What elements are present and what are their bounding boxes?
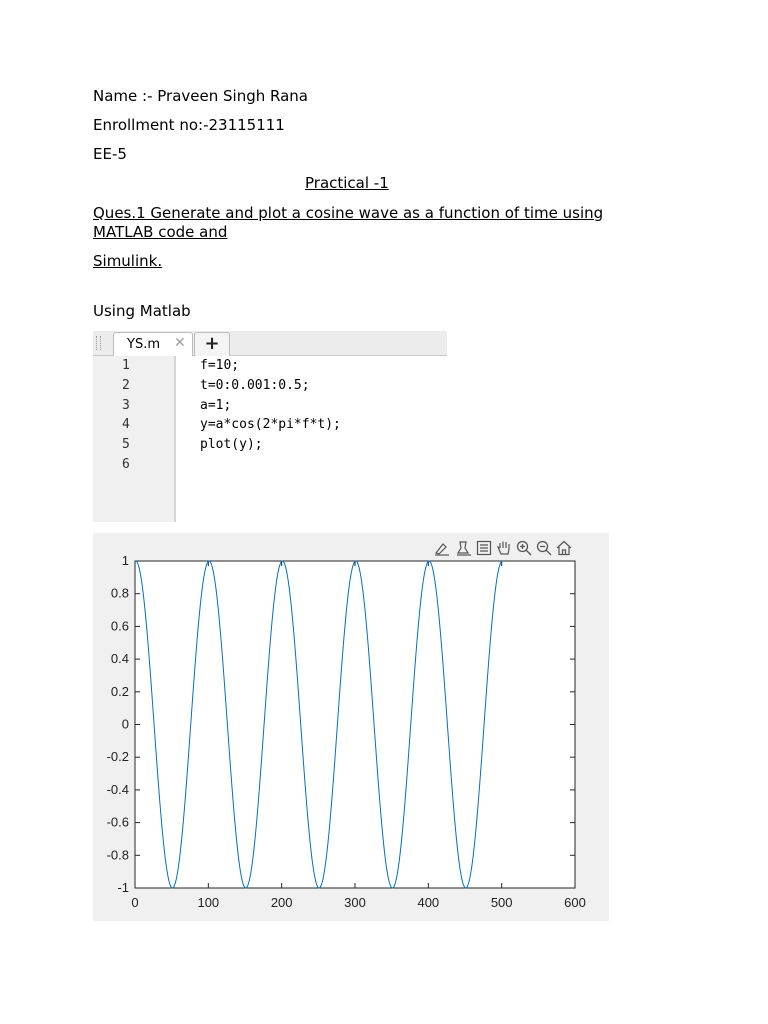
section-heading: Using Matlab [93,302,191,320]
y-tick-label: 1 [121,553,129,568]
line-number: 4 [122,417,130,432]
cosine-plot[interactable] [93,533,609,921]
line-number: 6 [122,457,130,472]
line-number: 2 [122,378,130,393]
line-number: 1 [122,358,130,373]
student-name: Name :- Praveen Singh Rana [93,87,308,105]
drag-handle-icon[interactable] [96,336,101,350]
class-label: EE-5 [93,145,127,163]
question-line-1: Ques.1 Generate and plot a cosine wave as a function of time using [93,204,604,222]
x-tick-label: 0 [131,895,139,910]
y-tick-label: -0.4 [106,781,129,797]
code-line[interactable]: f=10; [200,358,240,373]
close-icon[interactable]: ✕ [174,335,186,351]
y-tick-label: -0.8 [106,847,129,863]
code-line[interactable]: a=1; [200,398,232,413]
tab-label: YS.m [127,337,160,352]
y-tick-label: 0.2 [110,683,129,699]
figure-window [93,533,609,921]
y-tick-label: 0 [121,716,129,732]
x-tick-label: 500 [490,895,513,910]
code-line[interactable]: t=0:0.001:0.5; [200,378,310,393]
x-tick-label: 300 [344,895,366,910]
y-tick-label: 0.6 [110,618,129,634]
y-tick-label: -1 [117,880,129,895]
y-tick-label: 0.8 [110,585,129,601]
new-tab-button[interactable]: + [194,332,230,356]
question-line-3: Simulink. [93,252,163,270]
question-line-2: MATLAB code and [93,223,228,241]
x-tick-label: 400 [417,895,440,910]
y-tick-label: 0.4 [110,651,129,667]
axes-box [135,561,575,888]
line-number: 3 [122,398,130,413]
x-tick-label: 600 [564,895,586,910]
x-tick-label: 200 [270,895,293,910]
x-tick-label: 100 [197,895,220,910]
line-number-gutter [93,356,176,522]
line-number: 5 [122,437,130,452]
code-line[interactable]: plot(y); [200,437,263,452]
editor-tab-bar [93,331,447,356]
enrollment-number: Enrollment no:-23115111 [93,116,285,134]
code-editor [93,331,447,522]
practical-title: Practical -1 [305,174,389,192]
code-line[interactable]: y=a*cos(2*pi*f*t); [200,417,341,432]
tab-ys-m[interactable] [113,332,193,356]
y-tick-label: -0.6 [106,814,129,830]
y-tick-label: -0.2 [106,749,129,765]
